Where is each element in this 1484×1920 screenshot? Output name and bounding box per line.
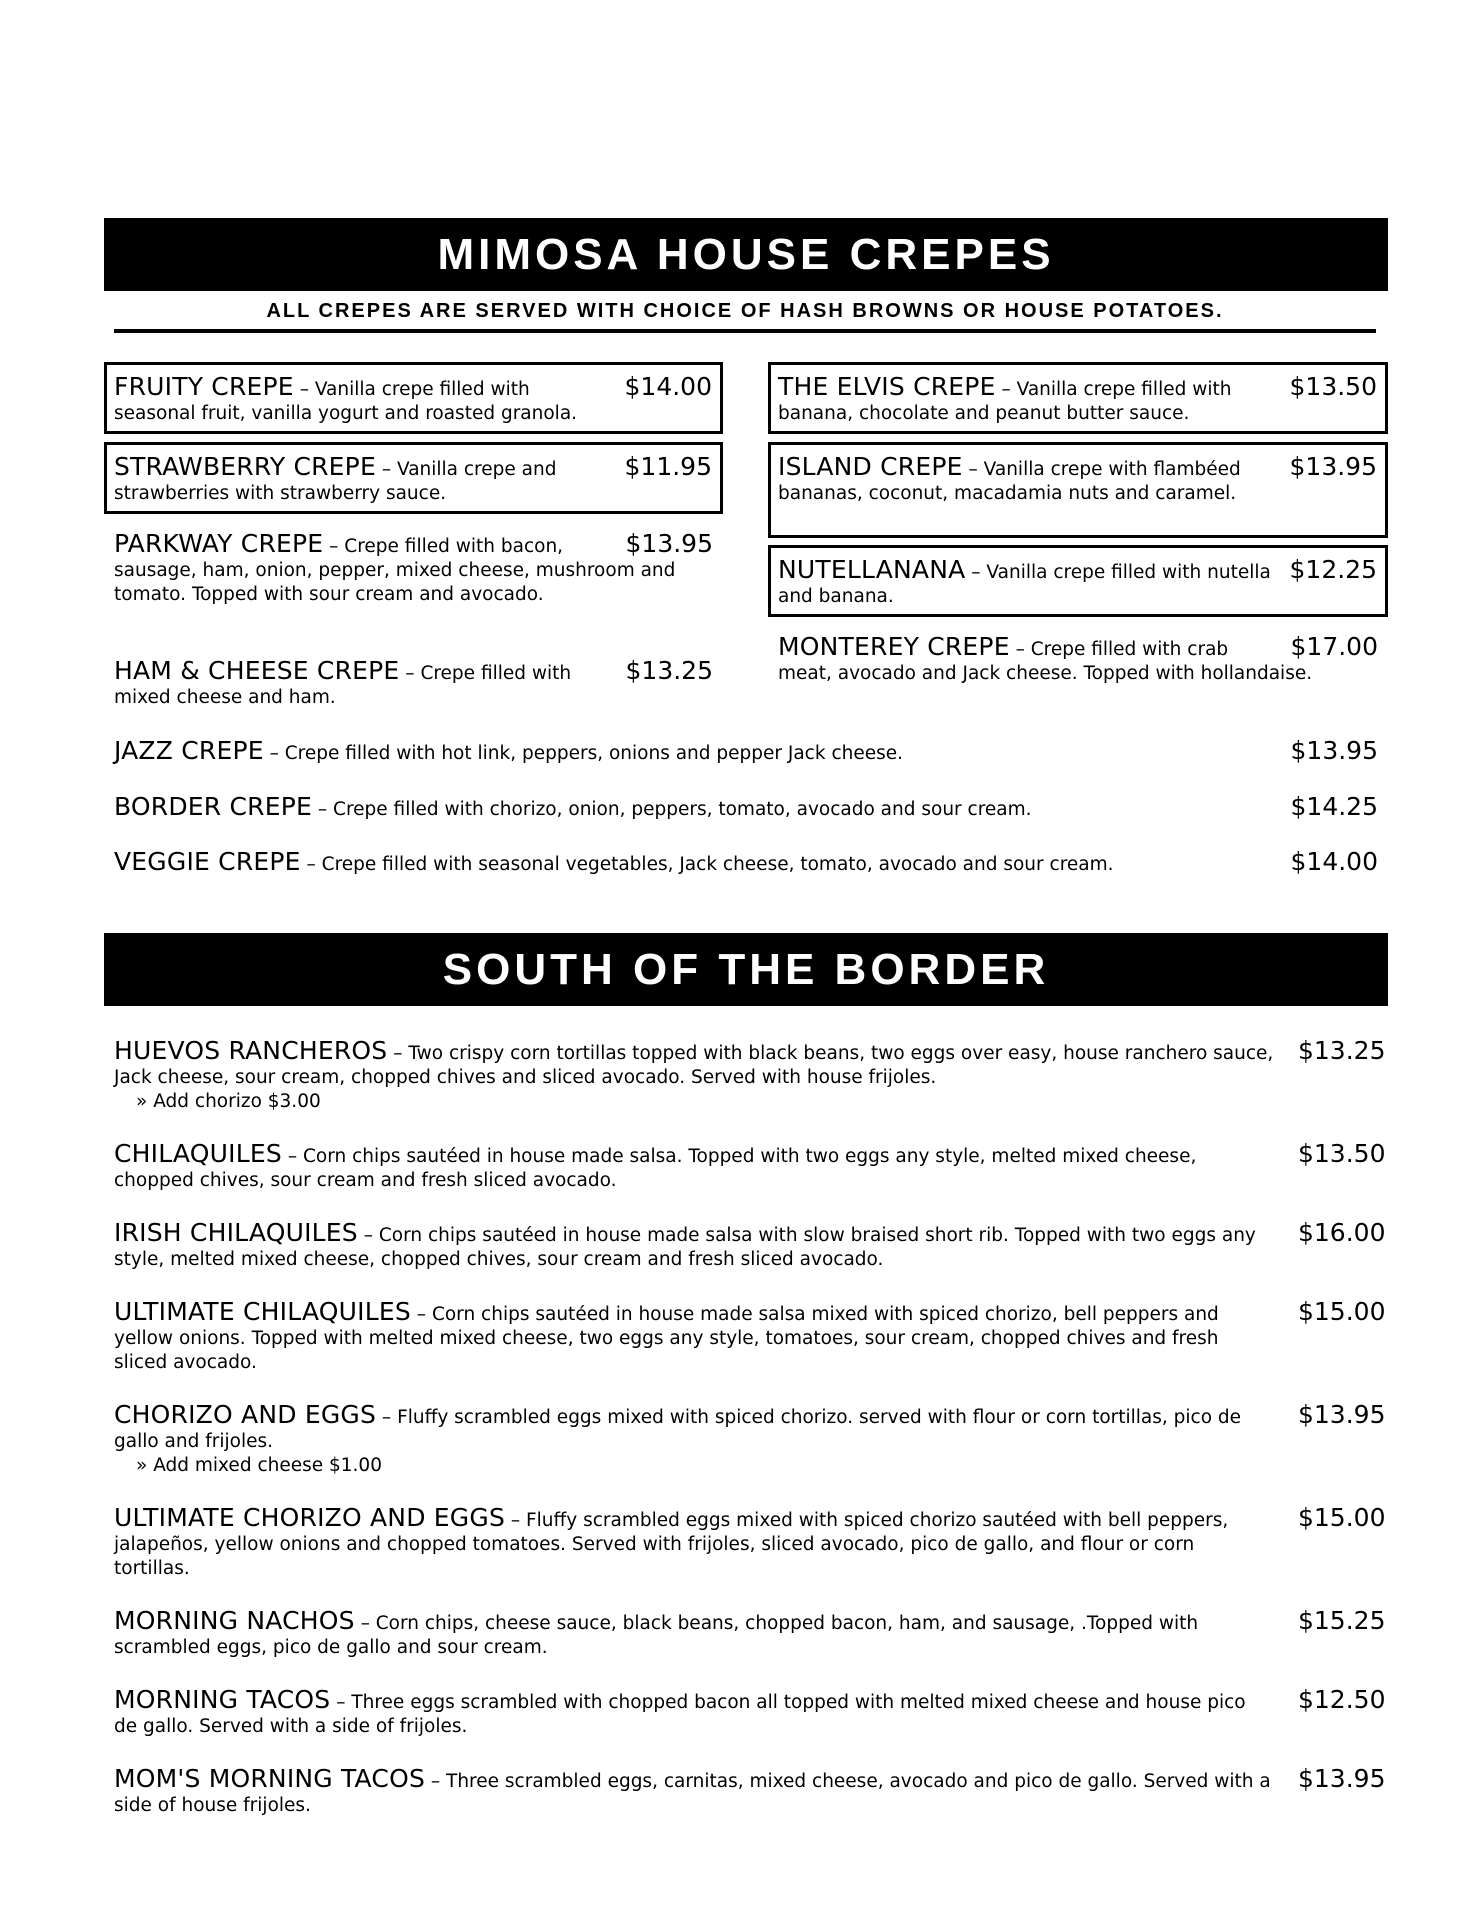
item-description: Corn chips sautéed in house made salsa mixed with spiced chorizo, bell peppers and yellow onions. Topped with melted mixed cheese, two eggs any style, tomatoes, sour cream, chopped chives and fresh sliced avocado. [114,1304,1219,1373]
item-description: Vanilla crepe filled with banana, chocolate and peanut butter sauce. [778,379,1232,424]
item-name: JAZZ CREPE [114,736,264,765]
item-name: CHILAQUILES [114,1139,282,1168]
item-price: $11.95 [624,452,712,481]
crepes-banner [104,218,1388,291]
item-name: NUTELLANANA [778,555,966,584]
item-description: Crepe filled with bacon, sausage, ham, onion, pepper, mixed cheese, mushroom and tomato. Topped with sour cream and avocado. [114,536,676,605]
item-price: $14.00 [1290,847,1378,876]
south-banner [104,933,1388,1006]
item-description: Crepe filled with crab meat, avocado and Jack cheese. Topped with hollandaise. [778,639,1313,684]
item-description: Vanilla crepe filled with seasonal fruit, vanilla yogurt and roasted granola. [114,379,578,424]
menu-item-ultimate-chorizo-eggs: $15.00 ULTIMATE CHORIZO AND EGGS – Fluffy scrambled eggs mixed with spiced chorizo sautéed with bell peppers, jalapeños, yellow onions and chopped tomatoes. Served with frijoles, sliced avocado, pico de gallo, and flour or corn tortillas. [114,1503,1386,1579]
item-description: Fluffy scrambled eggs mixed with spiced chorizo. served with flour or corn tortillas, pico de gallo and frijoles. [114,1407,1242,1452]
item-price: $12.50 [1298,1685,1386,1714]
item-name: ULTIMATE CHILAQUILES [114,1297,411,1326]
item-price: $13.95 [1298,1400,1386,1429]
crepes-subtitle: ALL CREPES ARE SERVED WITH CHOICE OF HASH BROWNS OR HOUSE POTATOES. [266,300,1224,322]
menu-item-veggie-crepe: $14.00 VEGGIE CREPE – Crepe filled with seasonal vegetables, Jack cheese, tomato, avocado and sour cream. [114,847,1378,876]
item-price: $17.00 [1290,632,1378,661]
item-description: Three scrambled eggs, carnitas, mixed cheese, avocado and pico de gallo. Served with a side of house frijoles. [114,1771,1271,1816]
item-price: $13.25 [1298,1036,1386,1065]
item-price: $12.25 [1289,555,1377,584]
item-name: HAM & CHEESE CREPE [114,656,400,685]
item-price: $13.95 [1298,1764,1386,1793]
item-name: PARKWAY CREPE [114,529,324,558]
item-name: MOM'S MORNING TACOS [114,1764,426,1793]
item-description: Corn chips sautéed in house made salsa. Topped with two eggs any style, melted mixed cheese, chopped chives, sour cream and fresh sliced avocado. [114,1146,1197,1191]
item-description: Vanilla crepe with flambéed bananas, coconut, macadamia nuts and caramel. [778,459,1241,504]
menu-item-jazz-crepe: $13.95 JAZZ CREPE – Crepe filled with hot link, peppers, onions and pepper Jack cheese. [114,736,1378,765]
item-description: Two crispy corn tortillas topped with black beans, two eggs over easy, house ranchero sauce, Jack cheese, sour cream, chopped chives and sliced avocado. Served with house frijoles. [114,1043,1274,1088]
menu-item-irish-chilaquiles: $16.00 IRISH CHILAQUILES – Corn chips sautéed in house made salsa with slow braised short rib. Topped with two eggs any style, melted mixed cheese, chopped chives, sour cream and fresh sliced avocado. [114,1218,1386,1270]
item-name: THE ELVIS CREPE [778,372,996,401]
item-description: Vanilla crepe and strawberries with strawberry sauce. [114,459,557,504]
item-price: $14.00 [624,372,712,401]
menu-item-island-crepe: $13.95 ISLAND CREPE – Vanilla crepe with flambéed bananas, coconut, macadamia nuts and caramel. [768,442,1388,538]
item-price: $13.95 [1289,452,1377,481]
menu-item-huevos-rancheros: $13.25 HUEVOS RANCHEROS – Two crispy corn tortillas topped with black beans, two eggs over easy, house ranchero sauce, Jack cheese, sour cream, chopped chives and sliced avocado. Served with house frijoles. » Add chorizo $3.00 [114,1036,1386,1112]
item-description: Fluffy scrambled eggs mixed with spiced chorizo sautéed with bell peppers, jalapeños, yellow onions and chopped tomatoes. Served with frijoles, sliced avocado, pico de gallo, and flour or corn tortillas. [114,1510,1229,1579]
item-name: MORNING TACOS [114,1685,331,1714]
crepes-heading: MIMOSA HOUSE CREPES [437,229,1055,279]
menu-item-parkway-crepe: $13.95 PARKWAY CREPE – Crepe filled with bacon, sausage, ham, onion, pepper, mixed cheese, mushroom and tomato. Topped with sour cream and avocado. [114,529,713,605]
item-name: VEGGIE CREPE [114,847,301,876]
menu-item-ham-cheese-crepe: $13.25 HAM & CHEESE CREPE – Crepe filled with mixed cheese and ham. [114,656,713,708]
item-description: Corn chips sautéed in house made salsa with slow braised short rib. Topped with two eggs any style, melted mixed cheese, chopped chives, sour cream and fresh sliced avocado. [114,1225,1256,1270]
item-name: MONTEREY CREPE [778,632,1010,661]
item-price: $13.50 [1298,1139,1386,1168]
menu-item-nutellanana: $12.25 NUTELLANANA – Vanilla crepe filled with nutella and banana. [768,545,1388,617]
item-description: Corn chips, cheese sauce, black beans, chopped bacon, ham, and sausage, .Topped with scrambled eggs, pico de gallo and sour cream. [114,1613,1199,1658]
menu-item-morning-nachos: $15.25 MORNING NACHOS – Corn chips, cheese sauce, black beans, chopped bacon, ham, and sausage, .Topped with scrambled eggs, pico de gallo and sour cream. [114,1606,1386,1658]
item-price: $15.00 [1298,1297,1386,1326]
item-price: $14.25 [1290,792,1378,821]
item-addon: » Add chorizo $3.00 [136,1091,321,1112]
item-price: $13.95 [1290,736,1378,765]
item-name: STRAWBERRY CREPE [114,452,376,481]
item-name: IRISH CHILAQUILES [114,1218,358,1247]
item-name: ULTIMATE CHORIZO AND EGGS [114,1503,506,1532]
item-name: HUEVOS RANCHEROS [114,1036,388,1065]
item-addon: » Add mixed cheese $1.00 [136,1455,382,1476]
menu-item-border-crepe: $14.25 BORDER CREPE – Crepe filled with chorizo, onion, peppers, tomato, avocado and sour cream. [114,792,1378,821]
item-price: $15.25 [1298,1606,1386,1635]
item-price: $15.00 [1298,1503,1386,1532]
item-name: MORNING NACHOS [114,1606,355,1635]
item-description: Crepe filled with mixed cheese and ham. [114,663,572,708]
item-price: $16.00 [1298,1218,1386,1247]
menu-item-chorizo-eggs: $13.95 CHORIZO AND EGGS – Fluffy scrambled eggs mixed with spiced chorizo. served with flour or corn tortillas, pico de gallo and frijoles. » Add mixed cheese $1.00 [114,1400,1386,1476]
menu-item-elvis-crepe: $13.50 THE ELVIS CREPE – Vanilla crepe filled with banana, chocolate and peanut butter sauce. [768,362,1388,434]
item-name: ISLAND CREPE [778,452,963,481]
item-description: Crepe filled with chorizo, onion, peppers, tomato, avocado and sour cream. [333,799,1032,820]
menu-item-ultimate-chilaquiles: $15.00 ULTIMATE CHILAQUILES – Corn chips sautéed in house made salsa mixed with spiced chorizo, bell peppers and yellow onions. Topped with melted mixed cheese, two eggs any style, tomatoes, sour cream, chopped chives and fresh sliced avocado. [114,1297,1386,1373]
crepes-rule [114,329,1376,333]
item-price: $13.50 [1289,372,1377,401]
item-name: FRUITY CREPE [114,372,294,401]
item-description: Three eggs scrambled with chopped bacon all topped with melted mixed cheese and house pico de gallo. Served with a side of frijoles. [114,1692,1246,1737]
item-description: Crepe filled with seasonal vegetables, Jack cheese, tomato, avocado and sour cream. [321,854,1114,875]
item-description: Crepe filled with hot link, peppers, onions and pepper Jack cheese. [284,743,904,764]
menu-item-fruity-crepe: $14.00 FRUITY CREPE – Vanilla crepe filled with seasonal fruit, vanilla yogurt and roasted granola. [104,362,723,434]
south-heading: SOUTH OF THE BORDER [442,944,1050,994]
item-price: $13.95 [625,529,713,558]
menu-item-strawberry-crepe: $11.95 STRAWBERRY CREPE – Vanilla crepe and strawberries with strawberry sauce. [104,442,723,514]
menu-item-monterey-crepe: $17.00 MONTEREY CREPE – Crepe filled with crab meat, avocado and Jack cheese. Topped with hollandaise. [778,632,1378,684]
menu-item-moms-morning-tacos: $13.95 MOM'S MORNING TACOS – Three scrambled eggs, carnitas, mixed cheese, avocado and pico de gallo. Served with a side of house frijoles. [114,1764,1386,1816]
item-name: CHORIZO AND EGGS [114,1400,377,1429]
menu-item-chilaquiles: $13.50 CHILAQUILES – Corn chips sautéed in house made salsa. Topped with two eggs any style, melted mixed cheese, chopped chives, sour cream and fresh sliced avocado. [114,1139,1386,1191]
item-name: BORDER CREPE [114,792,313,821]
item-price: $13.25 [625,656,713,685]
item-description: Vanilla crepe filled with nutella and banana. [778,562,1271,607]
menu-item-morning-tacos: $12.50 MORNING TACOS – Three eggs scrambled with chopped bacon all topped with melted mixed cheese and house pico de gallo. Served with a side of frijoles. [114,1685,1386,1737]
